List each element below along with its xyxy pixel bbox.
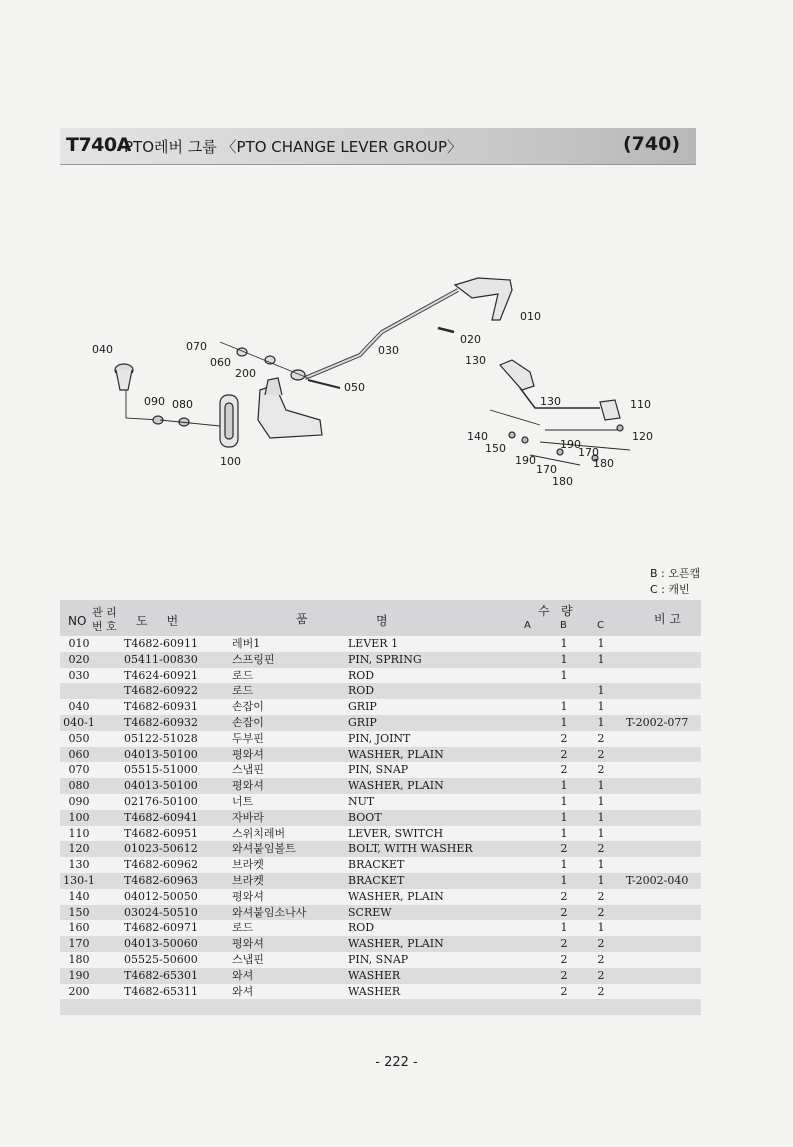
qty-b: 1	[560, 779, 568, 793]
name-english: NUT	[348, 794, 375, 808]
item-no: 080	[68, 779, 90, 793]
qty-b: 2	[560, 952, 568, 966]
part-number: T4682-60922	[124, 684, 199, 698]
item-no: 090	[68, 794, 90, 808]
callout-label: 010	[520, 310, 541, 323]
header-b: B	[560, 620, 567, 631]
item-no: 040	[68, 700, 90, 714]
qty-c: 1	[597, 921, 605, 935]
callout-label: 190	[560, 438, 581, 451]
qty-b: 1	[560, 715, 568, 729]
part-number: 05525-50600	[124, 952, 198, 966]
item-no: 040-1	[63, 715, 95, 729]
name-english: PIN, SPRING	[348, 652, 422, 666]
callout-label: 180	[552, 475, 573, 488]
table-row	[60, 889, 701, 905]
qty-c: 2	[597, 968, 605, 982]
header-mgmt-top: 관 리	[92, 606, 117, 619]
header-name-right: 명	[376, 614, 388, 628]
name-korean: 평와셔	[232, 779, 264, 793]
table-row	[60, 984, 701, 1000]
part-number: 04013-50100	[124, 747, 198, 761]
name-english: PIN, SNAP	[348, 763, 409, 777]
table-row	[60, 810, 701, 826]
name-english: WASHER	[348, 984, 401, 998]
part-number: T4682-60951	[124, 826, 199, 840]
qty-b: 2	[560, 968, 568, 982]
qty-b: 1	[560, 637, 568, 650]
header-qty: 수 량	[538, 604, 573, 618]
header-name-left: 품	[296, 612, 308, 626]
callout-label: 100	[220, 455, 241, 468]
qty-c: 1	[597, 700, 605, 714]
name-english: WASHER	[348, 968, 401, 982]
part-number: 02176-50100	[124, 794, 198, 808]
table-row	[60, 762, 701, 778]
name-korean: 스프링핀	[232, 652, 275, 666]
header-mgmt-bottom: 번 호	[92, 620, 117, 633]
name-english: BOLT, WITH WASHER	[348, 842, 473, 856]
part-number: T4682-60963	[124, 873, 199, 887]
legend	[650, 566, 700, 598]
group-code: T740A	[66, 134, 131, 156]
item-no: 130	[68, 858, 90, 872]
name-korean: 평와셔	[232, 747, 264, 761]
callout-label: 180	[593, 457, 614, 470]
name-english: ROD	[348, 684, 375, 698]
name-korean: 레버1	[232, 637, 261, 650]
callout-label: 200	[235, 367, 256, 380]
table-body	[60, 636, 701, 999]
name-english: ROD	[348, 668, 375, 682]
name-english: GRIP	[348, 700, 377, 714]
name-english: LEVER, SWITCH	[348, 826, 444, 840]
qty-c: 1	[597, 637, 605, 650]
part-number: 04012-50050	[124, 889, 198, 903]
name-korean: 손잡이	[232, 715, 264, 729]
callout-label: 040	[92, 343, 113, 356]
name-korean: 와셔	[232, 984, 254, 998]
name-korean: 평와셔	[232, 937, 264, 951]
name-english: PIN, SNAP	[348, 952, 409, 966]
legend-b: B : 오픈캡	[650, 567, 701, 580]
name-korean: 두부핀	[232, 731, 264, 745]
name-english: WASHER, PLAIN	[348, 779, 444, 793]
name-korean: 손잡이	[232, 700, 264, 714]
table-row	[60, 683, 701, 699]
qty-c: 1	[597, 715, 605, 729]
table-header	[60, 600, 701, 636]
name-english: GRIP	[348, 715, 377, 729]
name-english: WASHER, PLAIN	[348, 747, 444, 761]
qty-c: 1	[597, 779, 605, 793]
qty-b: 1	[560, 668, 568, 682]
qty-c: 1	[597, 684, 605, 698]
qty-b: 2	[560, 842, 568, 856]
remark: T-2002-040	[626, 873, 689, 887]
name-korean: 로드	[232, 921, 254, 935]
part-number: 04013-50060	[124, 937, 198, 951]
item-no: 190	[68, 968, 90, 982]
name-korean: 로드	[232, 668, 254, 682]
name-english: LEVER 1	[348, 637, 399, 650]
header-a: A	[524, 620, 531, 631]
name-korean: 너트	[232, 794, 254, 808]
qty-b: 2	[560, 984, 568, 998]
name-korean: 로드	[232, 684, 254, 698]
callout-label: 120	[632, 430, 653, 443]
item-no: 160	[68, 921, 90, 935]
qty-c: 2	[597, 747, 605, 761]
part-number: T4682-65311	[124, 984, 199, 998]
item-no: 050	[68, 731, 90, 745]
item-no: 020	[68, 652, 90, 666]
qty-c: 2	[597, 842, 605, 856]
legend-c: C : 캐빈	[650, 583, 690, 596]
qty-b: 2	[560, 905, 568, 919]
table-row	[60, 715, 701, 731]
item-no: 030	[68, 668, 90, 682]
part-number: T4682-65301	[124, 968, 199, 982]
header-c: C	[597, 620, 604, 631]
table-row	[60, 857, 701, 873]
name-english: BOOT	[348, 810, 382, 824]
group-number: (740)	[622, 133, 680, 155]
qty-b: 1	[560, 794, 568, 808]
table-row	[60, 778, 701, 794]
callout-label: 110	[630, 398, 651, 411]
table-footer	[60, 999, 701, 1015]
table-row	[60, 636, 701, 652]
parts-table	[60, 600, 701, 1015]
name-english: BRACKET	[348, 858, 405, 872]
name-english: WASHER, PLAIN	[348, 889, 444, 903]
qty-b: 1	[560, 652, 568, 666]
qty-b: 1	[560, 826, 568, 840]
qty-b: 1	[560, 810, 568, 824]
remark: T-2002-077	[626, 715, 689, 729]
item-no: 070	[68, 763, 90, 777]
name-korean: 와셔	[232, 968, 254, 982]
item-no: 120	[68, 842, 90, 856]
callout-label: 050	[344, 381, 365, 394]
callout-label: 030	[378, 344, 399, 357]
item-no: 110	[68, 826, 90, 840]
name-english: BRACKET	[348, 873, 405, 887]
callout-label: 140	[467, 430, 488, 443]
qty-c: 2	[597, 937, 605, 951]
exploded-parts-diagram	[60, 260, 720, 500]
part-number: 04013-50100	[124, 779, 198, 793]
header-drawing: 도 번	[136, 614, 179, 628]
qty-c: 1	[597, 858, 605, 872]
callout-label: 130	[465, 354, 486, 367]
part-number: T4682-60962	[124, 858, 199, 872]
part-number: T4682-60941	[124, 810, 199, 824]
callout-label: 130	[540, 395, 561, 408]
qty-b: 2	[560, 731, 568, 745]
callout-label: 190	[515, 454, 536, 467]
table-row	[60, 699, 701, 715]
callout-label: 080	[172, 398, 193, 411]
qty-c: 2	[597, 731, 605, 745]
callout-label: 060	[210, 356, 231, 369]
name-korean: 평와셔	[232, 889, 264, 903]
table-row	[60, 905, 701, 921]
table-row	[60, 731, 701, 747]
qty-b: 2	[560, 747, 568, 761]
table-row	[60, 747, 701, 763]
qty-b: 2	[560, 937, 568, 951]
part-number: T4682-60932	[124, 715, 199, 729]
item-no: 010	[68, 637, 90, 650]
qty-c: 1	[597, 810, 605, 824]
part-number: 05515-51000	[124, 763, 198, 777]
page-number: - 222 -	[375, 1055, 418, 1070]
qty-c: 1	[597, 794, 605, 808]
qty-b: 1	[560, 921, 568, 935]
callout-label: 070	[186, 340, 207, 353]
qty-c: 2	[597, 984, 605, 998]
qty-c: 2	[597, 905, 605, 919]
item-no: 200	[68, 984, 90, 998]
table-row	[60, 841, 701, 857]
group-title: PTO레버 그룹 〈PTO CHANGE LEVER GROUP〉	[124, 138, 463, 156]
table-row	[60, 668, 701, 684]
qty-b: 1	[560, 873, 568, 887]
table-row	[60, 952, 701, 968]
callout-label: 020	[460, 333, 481, 346]
qty-c: 1	[597, 826, 605, 840]
part-number: T4682-60911	[124, 637, 199, 650]
title-bar	[60, 128, 696, 165]
name-english: ROD	[348, 921, 375, 935]
table-row	[60, 826, 701, 842]
name-korean: 자바라	[232, 810, 264, 824]
item-no: 180	[68, 952, 90, 966]
name-english: WASHER, PLAIN	[348, 937, 444, 951]
qty-b: 2	[560, 889, 568, 903]
qty-c: 2	[597, 763, 605, 777]
part-number: 05411-00830	[124, 652, 198, 666]
name-korean: 와셔붙임소나사	[232, 905, 307, 919]
name-english: SCREW	[348, 905, 392, 919]
item-no: 170	[68, 937, 90, 951]
name-korean: 브라켓	[232, 858, 264, 872]
qty-b: 1	[560, 858, 568, 872]
part-number: T4624-60921	[124, 668, 199, 682]
header-no: NO	[68, 614, 87, 628]
table-row	[60, 652, 701, 668]
name-korean: 와셔붙임볼트	[232, 842, 296, 856]
part-number: 05122-51028	[124, 731, 198, 745]
part-number: T4682-60971	[124, 921, 199, 935]
qty-b: 2	[560, 763, 568, 777]
part-number: 01023-50612	[124, 842, 198, 856]
qty-b: 1	[560, 700, 568, 714]
table-row	[60, 920, 701, 936]
part-number: 03024-50510	[124, 905, 198, 919]
callout-label: 090	[144, 395, 165, 408]
callout-label: 150	[485, 442, 506, 455]
qty-c: 2	[597, 952, 605, 966]
header-remark: 비 고	[654, 612, 681, 626]
name-korean: 스위치레버	[232, 826, 286, 840]
item-no: 060	[68, 747, 90, 761]
table-row	[60, 873, 701, 889]
item-no: 150	[68, 905, 90, 919]
name-korean: 스냅핀	[232, 952, 264, 966]
item-no: 100	[68, 810, 90, 824]
callout-label: 170	[578, 446, 599, 459]
item-no: 130-1	[63, 873, 95, 887]
table-row	[60, 968, 701, 984]
name-english: PIN, JOINT	[348, 731, 411, 745]
qty-c: 1	[597, 873, 605, 887]
part-number: T4682-60931	[124, 700, 199, 714]
name-korean: 스냅핀	[232, 763, 264, 777]
qty-c: 2	[597, 889, 605, 903]
callout-label: 170	[536, 463, 557, 476]
name-korean: 브라켓	[232, 873, 264, 887]
qty-c: 1	[597, 652, 605, 666]
item-no: 140	[68, 889, 90, 903]
table-row	[60, 794, 701, 810]
table-row	[60, 936, 701, 952]
